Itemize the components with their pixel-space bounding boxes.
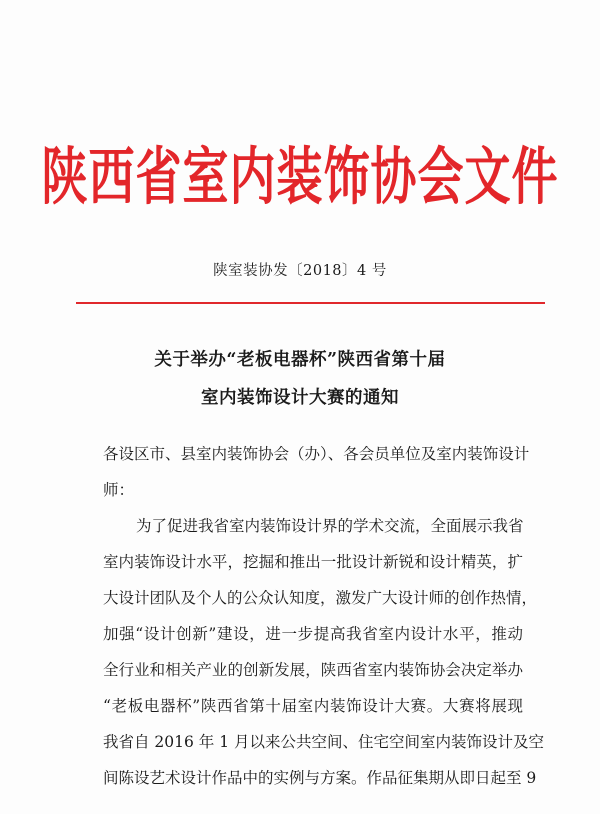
notice-title-line-2: 室内装饰设计大赛的通知 [201, 388, 399, 408]
paragraph-line-4: 加强“设计创新”建设，进一步提高我省室内设计水平，推动 [103, 625, 523, 643]
org-header-title: 陕西省室内装饰协会文件 [41, 140, 559, 214]
red-divider [76, 302, 545, 304]
paragraph-line-2: 室内装饰设计水平，挖掘和推出一批设计新锐和设计精英，扩 [103, 553, 523, 571]
paragraph-line-1: 为了促进我省室内装饰设计界的学术交流，全面展示我省 [136, 517, 524, 535]
addressee-line-1: 各设区市、县室内装饰协会（办）、各会员单位及室内装饰设计 [103, 445, 530, 463]
paragraph-line-3: 大设计团队及个人的公众认知度，激发广大设计师的创作热情， [103, 589, 538, 607]
document-number: 陕室装协发〔2018〕4 号 [213, 263, 387, 279]
addressee-line-2: 师： [103, 481, 135, 499]
paragraph-line-5: 全行业和相关产业的创新发展，陕西省室内装饰协会决定举办 [103, 661, 523, 679]
paragraph-line-6: “老板电器杯”陕西省第十届室内装饰设计大赛。大赛将展现 [103, 697, 523, 715]
paragraph-line-7: 我省自 2016 年 1 月以来公共空间、住宅空间室内装饰设计及空 [103, 733, 545, 751]
paragraph-line-8: 间陈设艺术设计作品中的实例与方案。作品征集期从即日起至 9 [103, 769, 537, 787]
notice-title-line-1: 关于举办“老板电器杯”陕西省第十届 [154, 350, 446, 370]
